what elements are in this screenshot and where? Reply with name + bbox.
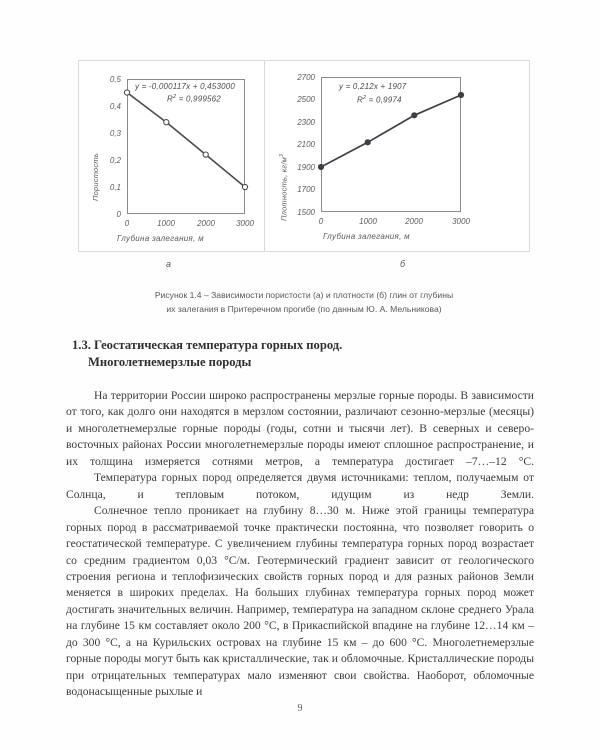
r-exponent: 2 xyxy=(362,95,367,101)
chart-porosity-equation: y = -0,000117x + 0,453000 xyxy=(135,82,236,91)
x-tick: 1000 xyxy=(359,217,377,226)
y-tick: 1900 xyxy=(297,163,315,172)
r-exponent: 2 xyxy=(172,94,177,100)
paragraph: Температура горных пород определяется двумя источниками: теплом, получаемым от Солнца, и тепловым потоком, идущим из недр Земли. xyxy=(66,471,534,501)
figure-sub-label-b: б xyxy=(400,259,406,269)
y-tick: 2500 xyxy=(297,95,315,104)
section-heading xyxy=(72,337,528,371)
r-value: = 0,9974 xyxy=(366,95,402,105)
charts-container xyxy=(78,60,530,252)
x-tick: 3000 xyxy=(452,217,470,226)
figure-caption-line-1: Рисунок 1.4 – Зависимости пористости (а) и плотности (б) глин от глубины xyxy=(154,290,454,300)
body-text xyxy=(66,388,534,701)
chart-density-equation: y = 0,212x + 1907 xyxy=(339,82,407,91)
y-tick: 1500 xyxy=(297,208,315,217)
figure-1-4 xyxy=(78,60,530,278)
figure-sub-labels xyxy=(78,252,530,278)
y-axis-label-text: Плотность, кг/м xyxy=(279,157,289,221)
x-tick: 2000 xyxy=(197,219,215,228)
r-value: = 0,999562 xyxy=(176,94,221,104)
figure-caption xyxy=(78,288,530,316)
page-number: 9 xyxy=(297,703,303,714)
y-axis-label-exponent: 3 xyxy=(279,154,285,158)
x-tick: 1000 xyxy=(157,219,175,228)
y-tick: 0,3 xyxy=(109,129,121,138)
y-tick: 0,1 xyxy=(109,183,121,192)
section-heading-line-2: Многолетнемерзлые породы xyxy=(88,355,252,369)
y-tick: 2300 xyxy=(297,118,315,127)
chart-density-x-axis-label: Глубина залегания, м xyxy=(323,232,410,241)
y-tick: 1700 xyxy=(297,185,315,194)
x-tick: 3000 xyxy=(236,219,254,228)
chart-porosity xyxy=(79,61,265,251)
y-tick: 2100 xyxy=(297,140,315,149)
y-tick: 0,2 xyxy=(109,156,121,165)
chart-porosity-y-axis-label: Пористость xyxy=(91,153,100,201)
x-tick: 0 xyxy=(124,219,130,228)
chart-porosity-x-axis-label: Глубина залегания, м xyxy=(117,234,204,243)
y-tick: 0 xyxy=(116,210,121,219)
y-tick: 2700 xyxy=(297,73,315,82)
y-tick: 0,5 xyxy=(109,75,121,84)
x-tick: 0 xyxy=(318,217,324,226)
figure-sub-label-a: а xyxy=(166,259,172,269)
y-tick: 0,4 xyxy=(109,102,121,111)
paragraph: На территории России широко распространены мерзлые горные породы. В зависимости от того, как долго они находятся в мерзлом состоянии, различают сезонно-мерзлые (месяцы) и многолетнемерзлые горные породы (годы, сотни и тысячи лет). В северных и северо-восточных районах России многолетнемерзлые породы имеют сплошное распространение, и их толщина измеряется сотнями метров, а температура достигает –7…–12 °С. xyxy=(66,389,534,468)
x-tick: 2000 xyxy=(405,217,423,226)
r-label: R xyxy=(357,95,363,105)
chart-density-r-squared xyxy=(357,95,402,105)
section-heading-line-1: 1.3. Геостатическая температура горных пород. xyxy=(72,338,343,352)
paragraph: Солнечное тепло проникает на глубину 8…30 м. Ниже этой границы температура горных пород в рассматриваемой точке практически постоянна, что позволяет говорить о геостатической температуре. С увеличением глубины температура горных пород возрастает со средним градиентом 0,03 °С/м. Геотермический градиент зависит от геологического строения региона и теплофизических свойств горных пород и для разных районов Земли меняется в широких пределах. На больших глубинах температура горных пород может достигать значительных величин. Например, температура на западном склоне среднего Урала на глубине 15 км составляет около 200 °С, в Прикаспийской впадине на глубине 12…14 км – до 300 °С, а на Курильских островах на глубине 15 км – до 600 °С. Многолетнемерзлые горные породы могут быть как кристаллические, так и обломочные. Кристаллические породы при отрицательных температурах мало изменяют свои свойства. Наоборот, обломочные водонасыщенные рыхлые и xyxy=(66,504,534,699)
chart-density xyxy=(265,61,529,251)
r-label: R xyxy=(167,94,173,104)
figure-caption-line-2: их залегания в Притеречном прогибе (по данным Ю. А. Мельникова) xyxy=(166,304,442,314)
chart-porosity-r-squared xyxy=(167,94,221,104)
